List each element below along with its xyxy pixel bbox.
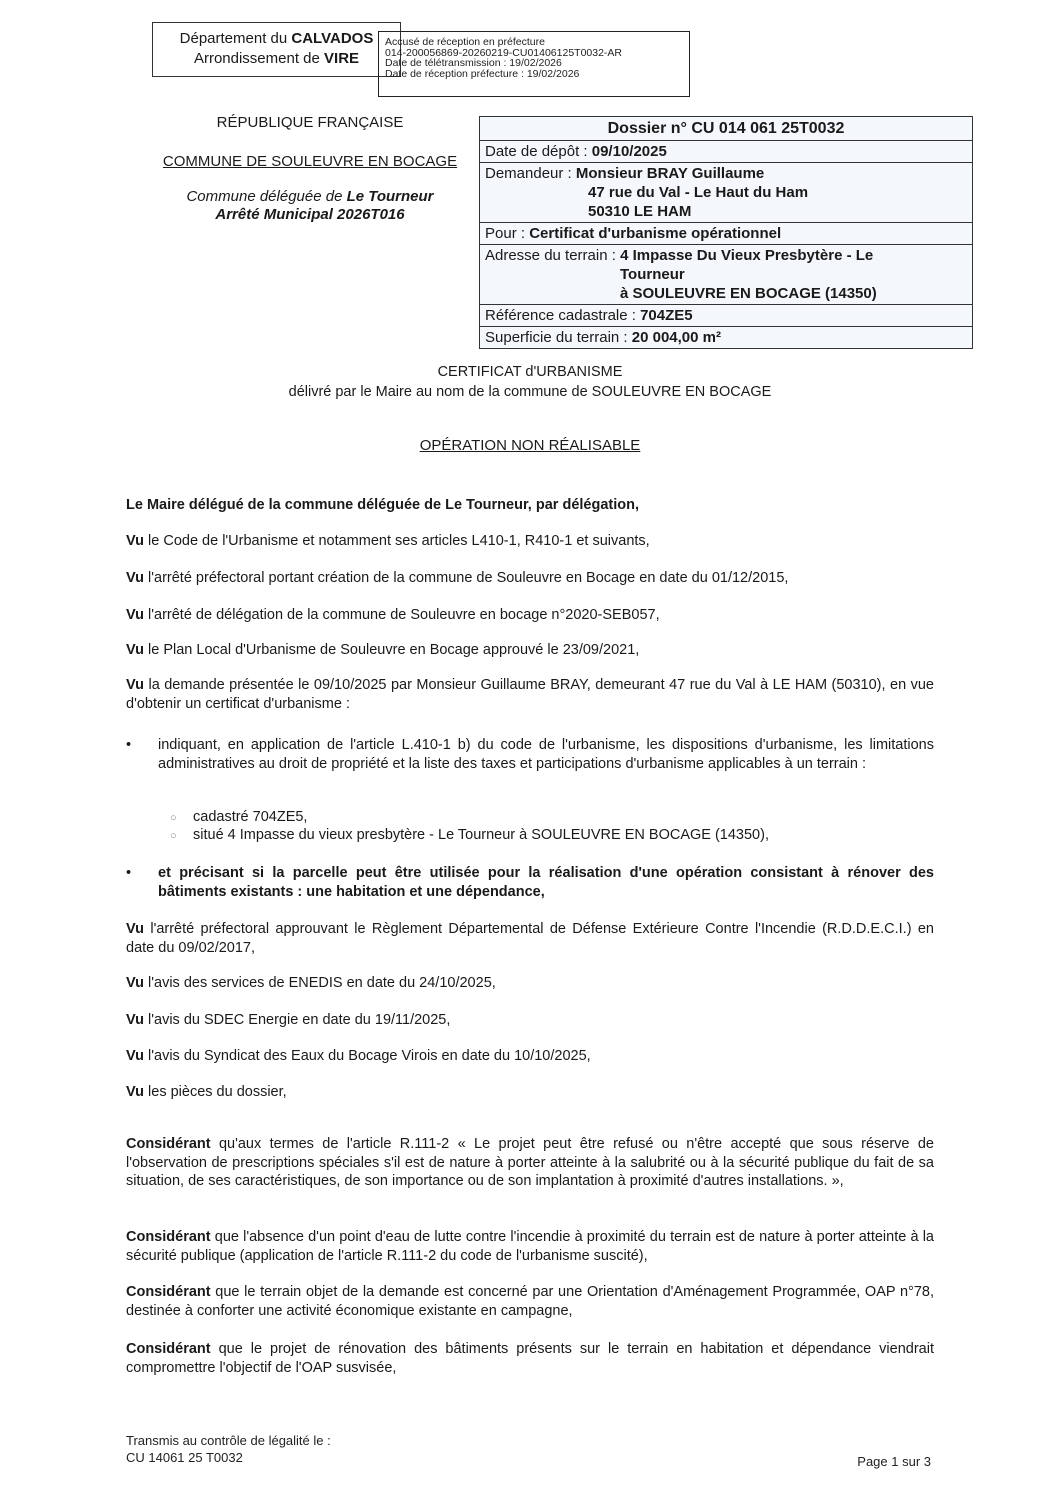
- cadastral-ref-row: Référence cadastrale : 704ZE5: [480, 304, 972, 326]
- vu-paragraph: Vu l'arrêté de délégation de la commune de Souleuvre en bocage n°2020-SEB057,: [126, 607, 660, 623]
- address-row: Adresse du terrain : 4 Impasse Du Vieux Presbytère - Le Tourneur à SOULEUVRE EN BOCAGE (14350): [480, 244, 972, 304]
- vu-paragraph: Vu les pièces du dossier,: [126, 1084, 287, 1100]
- circle-bullet-icon: ○: [170, 830, 177, 842]
- vu-paragraph: Vu l'avis des services de ENEDIS en date du 24/10/2025,: [126, 975, 496, 991]
- legality-transmission: Transmis au contrôle de légalité le : CU 14061 25 T0032: [126, 1433, 331, 1465]
- receipt-line-4: Date de réception préfecture : 19/02/2026: [385, 67, 580, 80]
- bullet-item: • et précisant si la parcelle peut être utilisée pour la réalisation d'une opération consistant à rénover des bâtiments existants : une habitation et une dépendance,: [126, 865, 934, 900]
- vu-paragraph: Vu le Plan Local d'Urbanisme de Souleuvre en Bocage approuvé le 23/09/2021,: [126, 642, 640, 658]
- receipt-line-2: 014-200056869-20260219-CU01406125T0032-AR: [385, 46, 623, 59]
- considerant-paragraph: Considérant que le terrain objet de la demande est concerné par une Orientation d'Aménagement Programmée, OAP n°78, destinée à conforter une activité économique existante en campagne,: [126, 1284, 934, 1319]
- certificate-subtitle: délivré par le Maire au nom de la commune de SOULEUVRE EN BOCAGE: [288, 384, 772, 400]
- vu-paragraph: Vu l'arrêté préfectoral portant création de la commune de Souleuvre en Bocage en date du 01/12/2015,: [126, 570, 789, 586]
- circle-bullet-icon: ○: [170, 812, 177, 824]
- bullet-icon: •: [126, 737, 132, 753]
- vu-paragraph: Vu l'avis du SDEC Energie en date du 19/11/2025,: [126, 1012, 451, 1028]
- vu-paragraph: Vu l'arrêté préfectoral approuvant le Règlement Départemental de Défense Extérieure Contre l'Incendie (R.D.D.E.C.I.) en date du 09/02/2017,: [126, 921, 934, 956]
- bullet-icon: •: [126, 865, 132, 881]
- dossier-number: Dossier n° CU 014 061 25T0032: [607, 120, 845, 137]
- vu-paragraph: Vu l'avis du Syndicat des Eaux du Bocage Virois en date du 10/10/2025,: [126, 1048, 591, 1064]
- republic-title: RÉPUBLIQUE FRANÇAISE: [216, 114, 404, 131]
- footer-reference: CU 14061 25 T0032: [126, 1450, 243, 1465]
- mayor-statement: Le Maire délégué de la commune déléguée de Le Tourneur, par délégation,: [126, 497, 639, 513]
- considerant-paragraph: Considérant que le projet de rénovation des bâtiments présents sur le terrain en habitation et dépendance viendrait compromettre l'objectif de l'OAP susvisée,: [126, 1341, 934, 1376]
- receipt-stamp: [378, 31, 690, 97]
- area-row: Superficie du terrain : 20 004,00 m²: [480, 326, 972, 348]
- dossier-table: [479, 116, 973, 349]
- arrondissement-line: Arrondissement de VIRE: [193, 50, 360, 67]
- department-line: Département du CALVADOS: [179, 30, 374, 47]
- commune-title: COMMUNE DE SOULEUVRE EN BOCAGE: [162, 153, 458, 170]
- department-box: [152, 22, 401, 77]
- receipt-line-3: Date de télétransmission : 19/02/2026: [385, 57, 562, 69]
- delegated-commune: Commune déléguée de Le Tourneur Arrêté Municipal 2026T016: [186, 188, 434, 223]
- sub-bullet-item: ○ cadastré 704ZE5,: [170, 808, 307, 828]
- considerant-paragraph: Considérant que l'absence d'un point d'eau de lutte contre l'incendie à proximité du terrain est de nature à porter atteinte à la sécurité publique (application de l'article R.111-2 du code de l'urbanisme suscité),: [126, 1229, 934, 1264]
- applicant-row: Demandeur : Monsieur BRAY Guillaume 47 rue du Val - Le Haut du Ham 50310 LE HAM: [480, 162, 972, 222]
- vu-paragraph: Vu le Code de l'Urbanisme et notamment ses articles L410-1, R410-1 et suivants,: [126, 533, 650, 549]
- sub-bullet-item: ○ situé 4 Impasse du vieux presbytère - Le Tourneur à SOULEUVRE EN BOCAGE (14350),: [170, 826, 769, 846]
- vu-paragraph: Vu la demande présentée le 09/10/2025 par Monsieur Guillaume BRAY, demeurant 47 rue du Val à LE HAM (50310), en vue d'obtenir un certificat d'urbanisme :: [126, 677, 934, 712]
- certificate-title: CERTIFICAT d'URBANISME: [437, 364, 623, 380]
- receipt-line-1: Accusé de réception en préfecture: [385, 36, 545, 48]
- bullet-item: • indiquant, en application de l'article L.410-1 b) du code de l'urbanisme, les dispositions d'urbanisme, les limitations administratives au droit de propriété et la liste des taxes et participations d'urbanisme applicables à un terrain :: [126, 737, 934, 772]
- operation-status: OPÉRATION NON RÉALISABLE: [419, 437, 641, 454]
- considerant-paragraph: Considérant qu'aux termes de l'article R.111-2 « Le projet peut être refusé ou n'être accepté que sous réserve de l'observation de prescriptions spéciales s'il est de nature à porter atteinte à la salubrité ou à la sécurité publique du fait de sa situation, de ses caractéristiques, de son importance ou de son implantation à proximité d'autres installations. »,: [126, 1136, 934, 1189]
- page-number: Page 1 sur 3: [857, 1454, 931, 1469]
- purpose-row: Pour : Certificat d'urbanisme opérationnel: [480, 222, 972, 244]
- arrete-number: Arrêté Municipal 2026T016: [215, 206, 405, 223]
- deposit-date-row: Date de dépôt : 09/10/2025: [480, 140, 972, 162]
